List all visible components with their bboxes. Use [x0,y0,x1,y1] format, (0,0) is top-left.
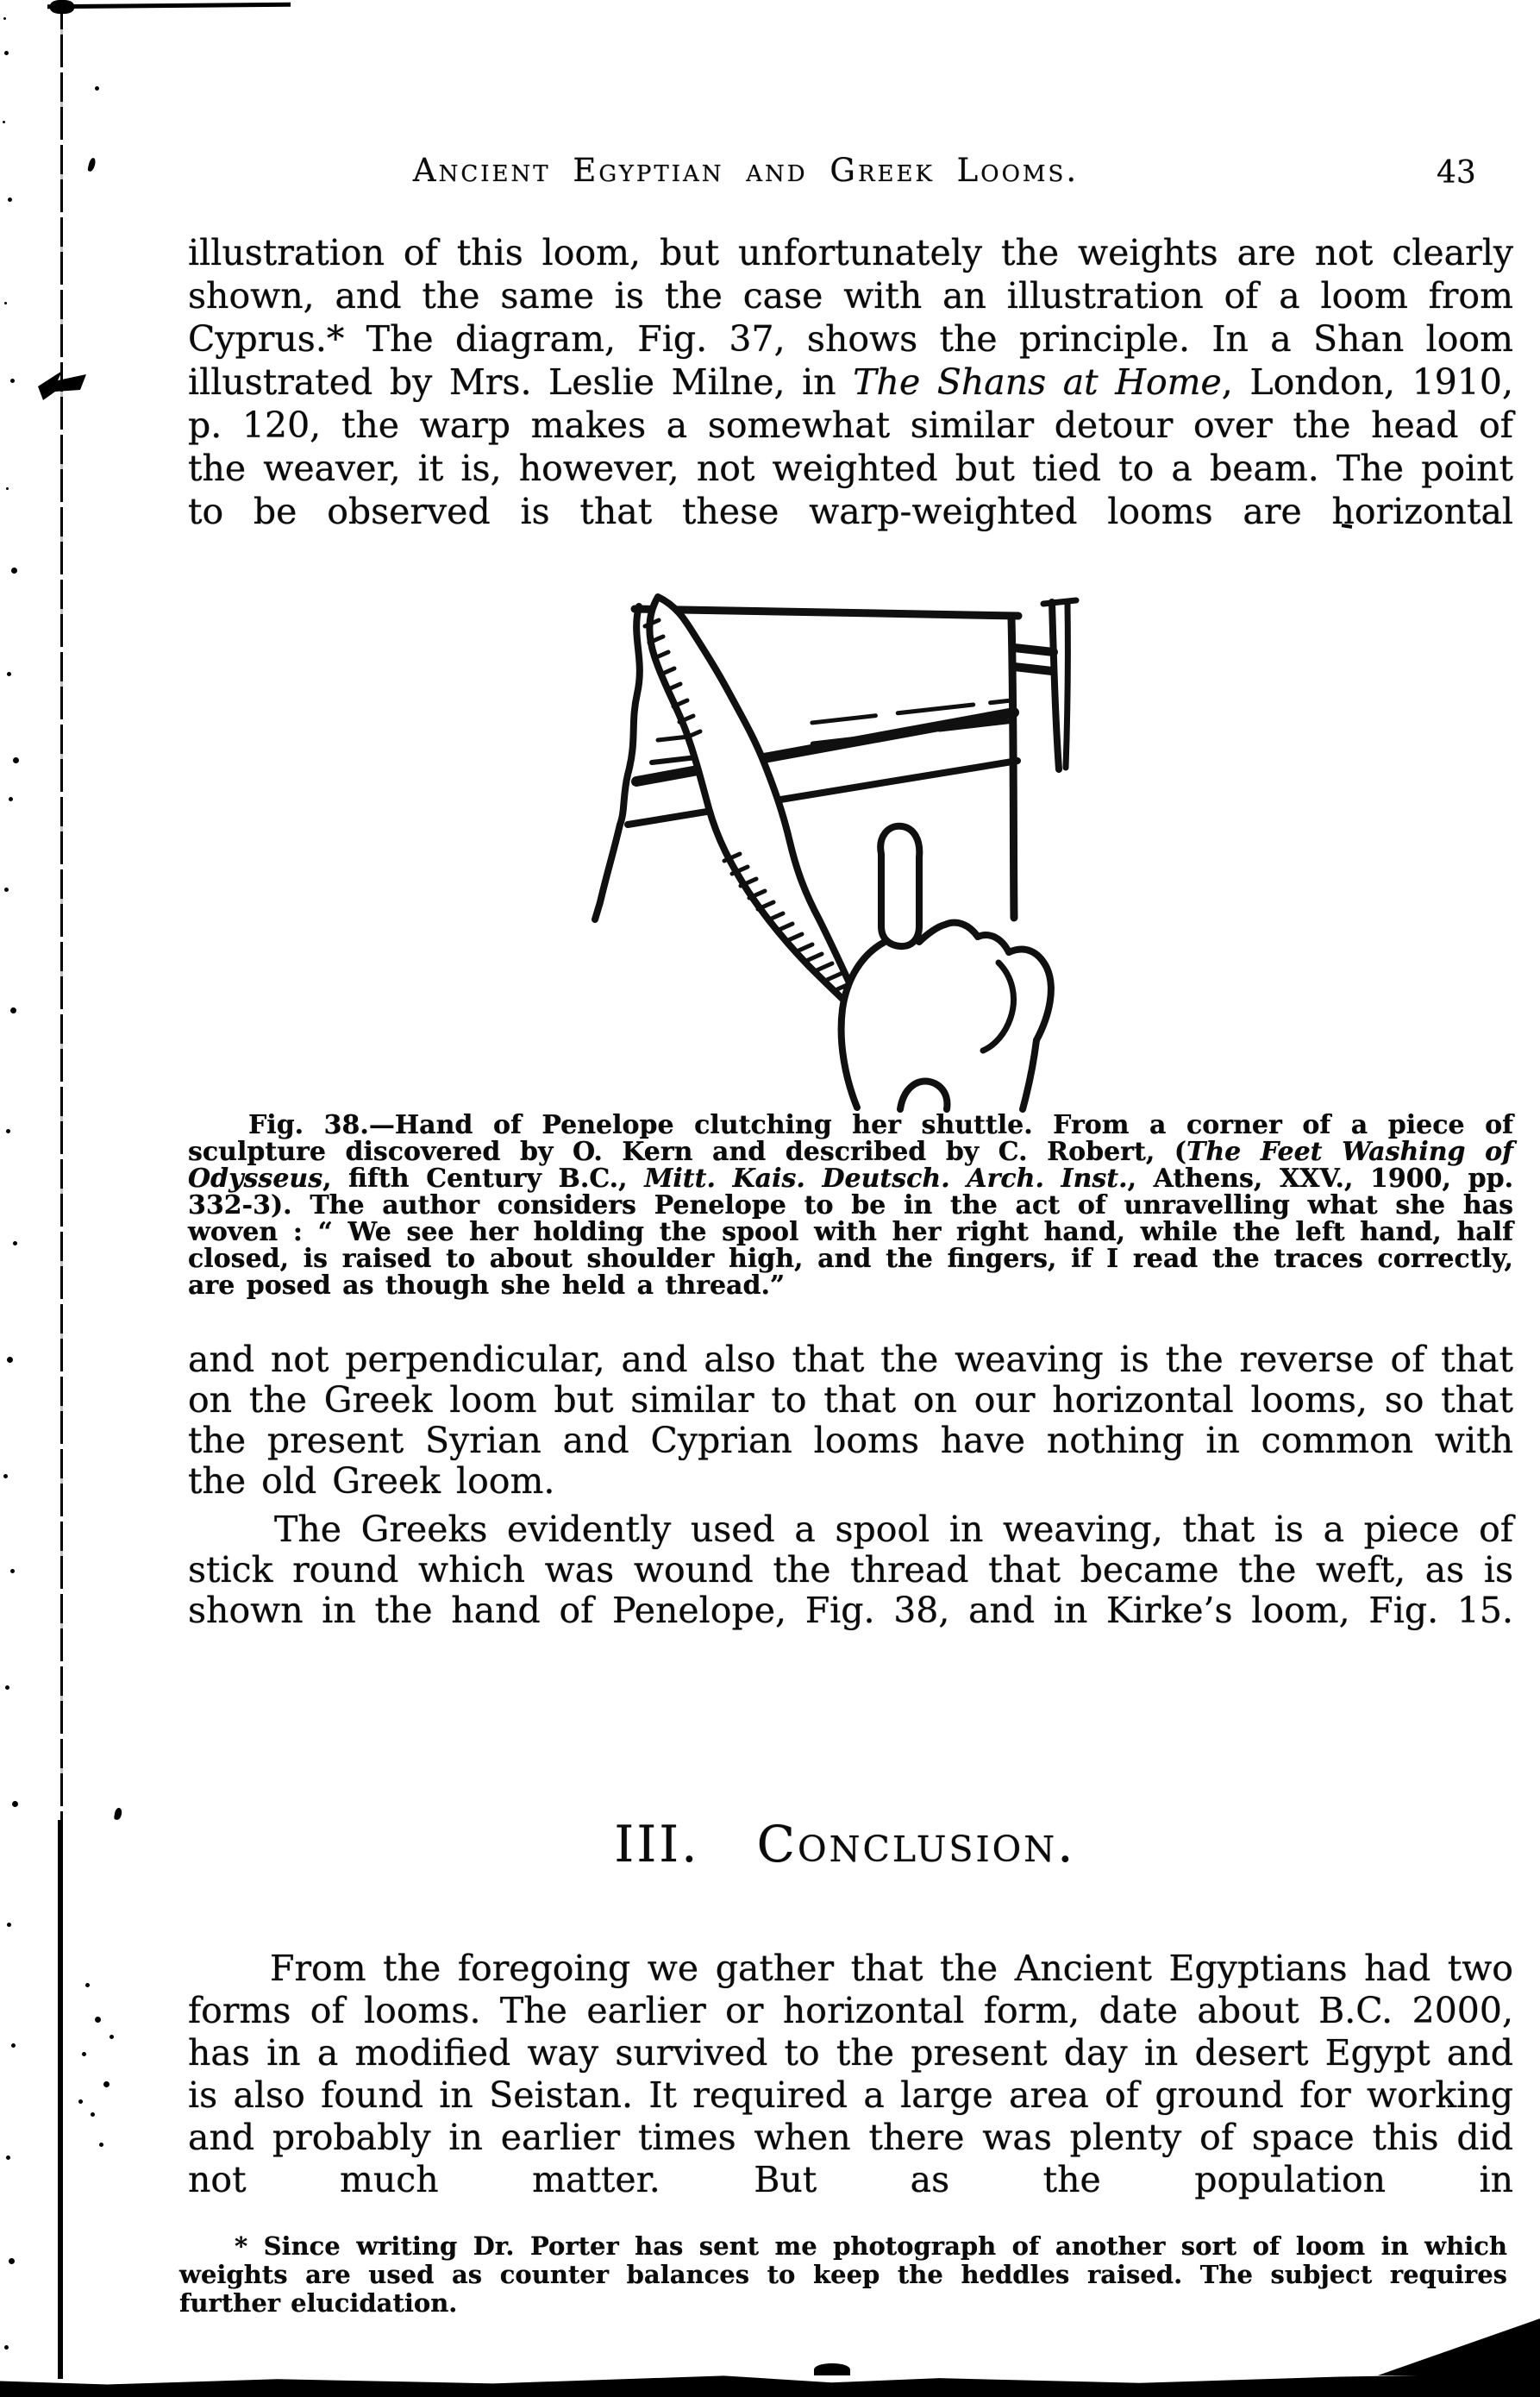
page-title: Ancient Egyptian and Greek Looms. [412,152,1080,189]
scan-artifact-top-line [47,3,291,9]
paragraph-1 [188,231,1513,533]
figure-38-caption [188,1112,1513,1299]
hand [842,826,1051,1109]
figure-38 [516,557,1224,1114]
page-fold-line-lower [58,1820,63,2379]
figure-38-drawing-hand-shuttle-loom [516,557,1224,1114]
running-head [405,152,1086,189]
section-numeral: III. [614,1815,700,1873]
scan-speck [95,86,99,91]
paragraph-4: From the foregoing we gather that the Ancient Egyptians had two forms of looms. The earlier or horizontal form, date about B.C. 2000, has in a modified way survived to the present day in desert Egypt and is also found in Seistan. It required a large area of ground for working and probably in earlier times when there was plenty of space this did not much matter. But as the population in [188,1948,1513,2200]
scan-bottom-corner-wedge [1378,2319,1540,2375]
book-title-italic: The Shans at Home [853,361,1222,403]
caption-italic-title: The Feet Washing of Odysseus [188,1137,1513,1194]
caption-text: , fifth Century B.C., [322,1164,645,1194]
paragraph-3: The Greeks evidently used a spool in weaving, that is a piece of stick round which was wound the thread that became the weft, as is shown in the hand of Penelope, Fig. 38, and in Kirke’s loom, Fig. 15. [188,1509,1513,1631]
paragraph-1-text: illustration of this loom, but unfortunately the weights are not clearly shown, and the same is the case with an illustration of a loom from Cyprus.* The diagram, Fig. 37, shows the principle. In a Shan loom illustrated by Mrs. Leslie Milne, in [188,232,1513,403]
scan-bottom-nub [814,2363,850,2375]
caption-italic-journal: Mitt. Kais. Deutsch. Arch. Inst. [644,1164,1128,1194]
page-number: 43 [1437,155,1476,191]
section-heading-conclusion [560,1815,1130,1873]
scan-noise-speckles [3,17,6,20]
section-title: Conclusion. [756,1815,1076,1873]
scan-artifact-arrow-mark [38,369,93,404]
footnote: * Since writing Dr. Porter has sent me photograph of another sort of loom in which weights are used as counter balances to keep the heddles raised. The subject requires further elucidation. [179,2231,1507,2318]
paragraph-1-text: , London, 1910, p. 120, the warp makes a somewhat similar detour over the head of the weaver, it is, however, not weighted but tied to a beam. The point to be observed is that these warp-weighted looms are horizontal [188,361,1513,532]
scan-artifact-top-blob [50,0,74,14]
caption-text: , Athens, XXV., 1900, pp. 332-3). The author considers Penelope to be in the act of unravelling what she has woven : “ We see her holding the spool with her right hand, while the left hand, half closed, is raised to about shoulder high, and the fingers, if I read the traces correctly, are posed as though she held a thread.” [188,1164,1514,1301]
caption-text: Fig. 38.—Hand of Penelope clutching her shuttle. From a corner of a piece of sculpture discovered by O. Kern and described by C. Robert, ( [188,1110,1513,1167]
scan-bottom-black-bar [0,2373,1540,2397]
scan-speck [87,157,97,172]
scan-speck [114,1807,122,1820]
paragraph-2: and not perpendicular, and also that the weaving is the reverse of that on the Greek loom but similar to that on our horizontal looms, so that the present Syrian and Cyprian looms have nothing in common with the old Greek loom. [188,1339,1513,1502]
